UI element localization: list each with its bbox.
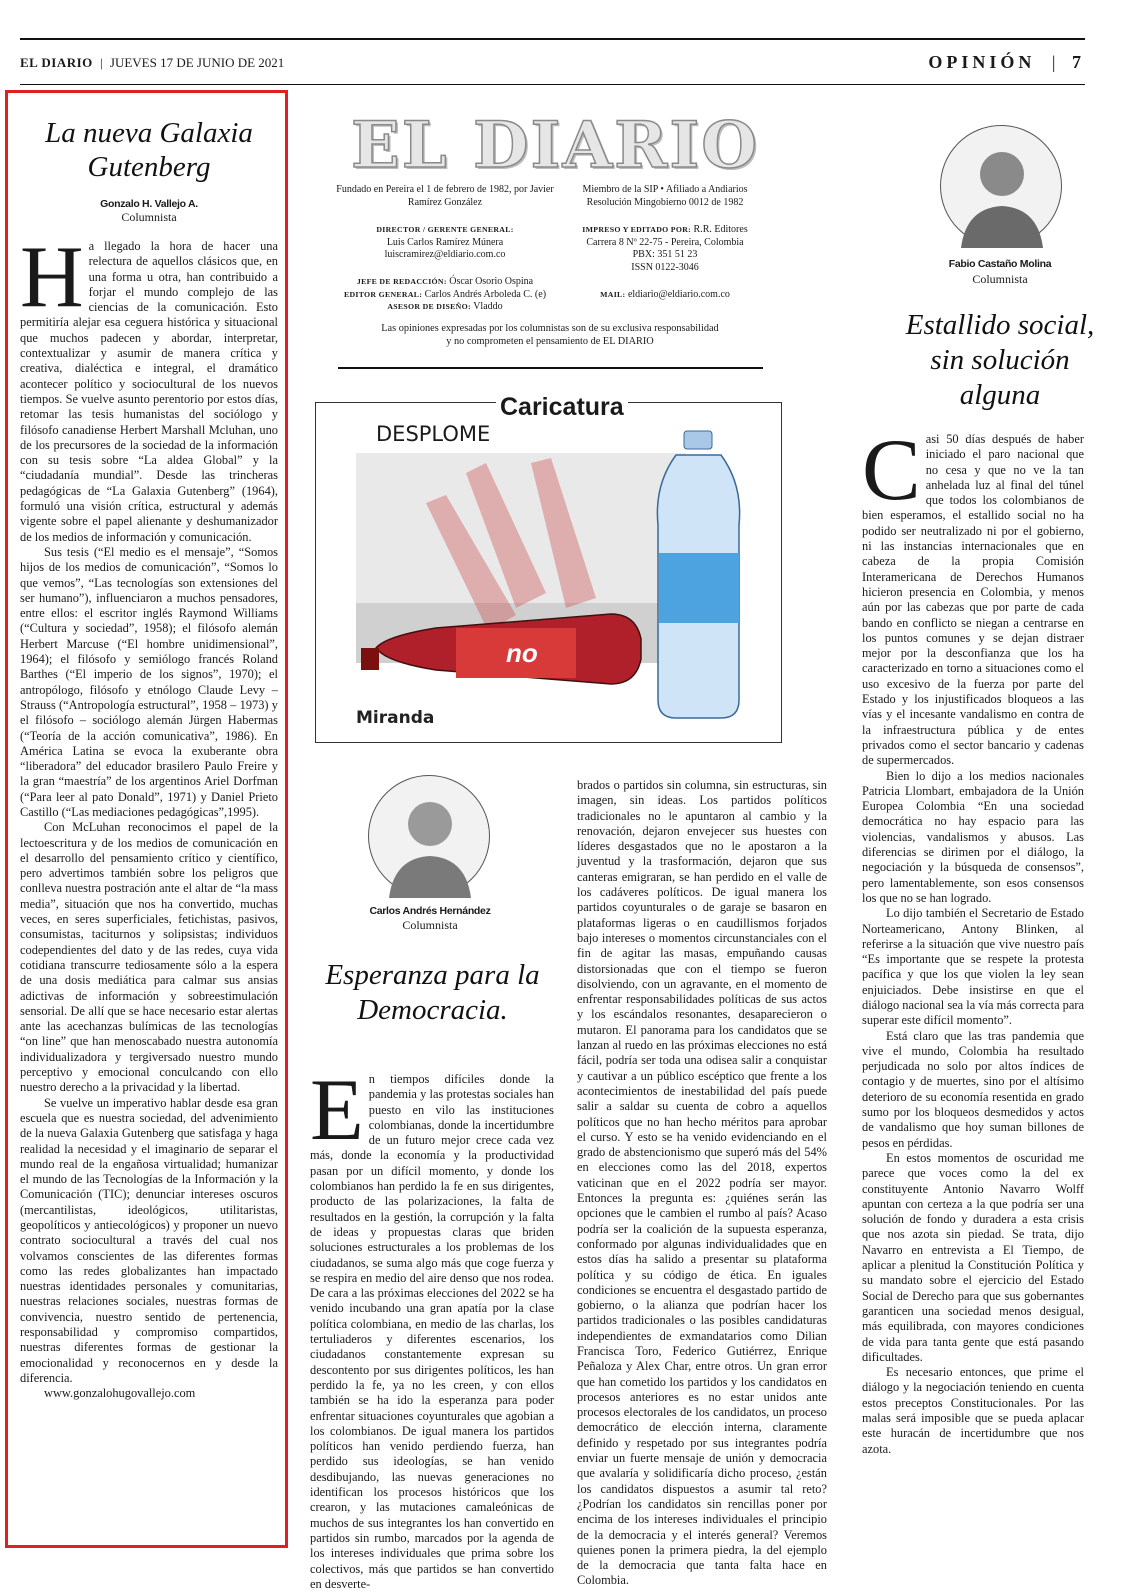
issn: ISSN 0122-3046 — [631, 261, 699, 273]
person-icon — [369, 776, 491, 898]
editor-label: EDITOR GENERAL: — [343, 289, 423, 299]
masthead-printer — [565, 224, 765, 274]
cartoon-section-label: Caricatura — [496, 393, 628, 422]
director-email[interactable]: luiscramirez@eldiario.com.co — [384, 249, 506, 260]
printed-by: R.R. Editores — [693, 224, 748, 235]
paragraph-continued: brados o partidos sin columna, sin estructuras, sin imagen, sin ideas. Los partidos políticos tradicionales no le apuntaron al cambio y la renovación, dejaron envejecer sus huestes con líderes desgastados que no le apostaron a la juventud y la trasformación, dejaron que sus canteras emigraran, se han perdido en el valle de los cadáveres políticos. De igual manera los partidos coyunturales o de garaje se basaron en plataformas ligeras o en caudillismos forjados bajo intereses o momentos circunstanciales con el fin de agitar las masas, empuñando causas distorsionadas que con el tiempo se fueron disolviendo, con un agravante, en el momento de enfrentar responsabilidades políticas de sus actos y los escándalos resonantes, desaparecieron o mutaron. El panorama para los candidatos que se lanzan al ruedo en las próximas elecciones no está fácil, podría ser toda una odisea salir a conquistar y cautivar a un público escéptico que frente a los acontecimientos de inestabilidad del país puede salir a saldar su cuenta de cobro a aquellos políticos que no han hecho méritos para aprobar el curso. Y esto se ha venido evidenciando en el grado de abstencionismo que superó más del 54% en elecciones como las del 2018, expertos vaticinan que en el 2022 podría ser mayor. Entonces la pregunta es: ¿quiénes serán las opciones que le cambien el rumbo al país? Acaso podría ser la coalición de la supuesta esperanza, conformado por algunas individualidades que en estos días ha salido a presentar su plataforma política y su código de ética. En iguales condiciones se encuentra el desgastado partido de gobierno, o la alianza que podrían hacer los partidos tradicionales o las posibles candidaturas independientes de exmandatarios como Dilian Francisca Toro, Federico Gutiérrez, Enrique Peñaloza y Alex Char, entre otros. Un gran error que han cometido los partidos y los candidatos en procesos anteriores es no estar unidos ante procesos electorales de los candidatos, un proceso democrático de elección interna, claramente definido y respetado por sus integrantes podría enviar un fuerte mensaje de unión y democracia que avalaría y solidificaría dicho proceso, ¿están los candidatos dispuestos a asumir tal reto? ¿Podrían los candidatos sin rencillas poner por encima de los intereses individuales el principio de la democracia y el interés general? Veremos quienes ponen la primera piedra, la del ejemplo de la democracia que tanta falta hace en Colombia. — [577, 778, 827, 1588]
masthead-founded: Fundado en Pereira el 1 de febrero de 1982, por Javier Ramírez González — [336, 184, 554, 208]
article-body — [20, 229, 278, 1402]
cartoon-frame — [315, 393, 782, 743]
printer-pbx: PBX: 351 51 23 — [632, 249, 698, 260]
author-name: Gonzalo H. Vallejo A. — [100, 198, 198, 210]
drop-cap: C — [862, 422, 921, 519]
paragraph-3: Con McLuhan reconocimos el papel de la lectoescritura y de los medios de comunicación en el desarrollo del pensamiento crítico y científico, pero advertimos también sobre los peligros que conlleva nuestra postración ante el altar de “la mass media”, situación que nos ha convertido, muchas veces, en seres superficiales, fetichistas, pasivos, consumistas, taciturnos y solipsistas; individuos codependientes del dato y de las redes, cuya vida cotidiana transcurre tediosamente sólo a la espera de una dosis mediática para calmar sus ansias adictivas de información y sobreestimulación sensorial. De allí que se hace necesario estar alertas ante las acechanzas bulímicas de las tecnologías “on line” que han menoscabado nuestra autonomía individualizadora y tergiversado nuestro mundo perceptivo y emocional conculcando con ello nuestro derecho a la privacidad y la libertad. — [20, 820, 278, 1095]
asesor-label: ASESOR DE DISEÑO: — [387, 302, 471, 311]
paragraph-3: Lo dijo también el Secretario de Estado Norteamericano, Antony Blinken, al referirse a la situación que vive nuestro país “Es importante que se respete la protesta pacífica y que los que violen la ley sean enjuiciados. Debe insistirse en que el diálogo nacional sea la vía más correcta para superar este difícil momento”. — [862, 906, 1084, 1028]
paragraph-1: a llegado la hora de hacer una relectura de aquellos clásicos que, en una forma u otra, han contribuido a forjar el mundo complejo de las ciencias de la comunicación. Esto permitiría alejar esa ceguera histórica y situacional que muchos padecen y abordar, interpretar, contextualizar y asumir de manera crítica y creativa, dialéctica e integral, el dramático acontecer político y sociocultural de los nuevos tiempos. Se vuelve asunto perentorio por estos días, retomar las tesis humanistas del sociólogo y filósofo canadiense Herbert Marshall Mcluhan, uno de los precursores de la sociedad de la información con su tesis sobre “La aldea Global” y la “ciudadanía mundial”. Desde las trincheras pedagógicas de “La Galaxia Gutenberg” (1964), formuló una visión crítica, estructural y además vigente sobre el papel alienante y deshumanizador de los medios de información y comunicación. — [20, 239, 278, 544]
column-estallido — [862, 422, 1084, 1532]
title-line-2: sin solución — [930, 344, 1070, 376]
mail-address[interactable]: eldiario@eldiario.com.co — [627, 289, 730, 300]
author-website[interactable]: www.gonzalohugovallejo.com — [44, 1386, 196, 1401]
editor-name: Carlos Andrés Arboleda C. (e) — [424, 288, 547, 300]
disclaimer-line-1: Las opiniones expresadas por los columnistas son de su exclusiva responsabilidad — [381, 323, 719, 334]
director-name: Luis Carlos Ramírez Múnera — [386, 236, 504, 248]
author-role-carlos: Columnista — [402, 918, 458, 932]
title-line-1: Estallido social, — [905, 309, 1095, 341]
masthead-rule — [338, 367, 763, 369]
column-esperanza — [310, 1062, 554, 1591]
masthead-mail — [565, 289, 765, 302]
paragraph-2: Sus tesis (“El medio es el mensaje”, “Somos hijos de los medios de comunicación”, “Somos lo que vemos”, “Las tecnologías son extensiones del ser humano”), influenciaron a muchos pensadores, entre ellos: el escritor inglés Raymond Williams (“Cultura y sociedad”, 1958); el filósofo alemán Herbert Marcuse (“El hombre unidimensional”, 1964); el filósofo y semiólogo francés Roland Barthes (“El imperio de los signos”, 1970); el antropólogo, filósofo y etnólogo Claude Levy – Strauss (“Antropología estructural”, 1958 – 1973) y el filósofo – sociólogo alemán Jürgen Habermas (“Teoría de la acción comunicativa”, 1986). En América Latina se evoca la exuberante obra “liberadora” del educador brasilero Paulo Freire y la gran “maestría” de los argentinos Ariel Dorfman (“Para leer al pato Donald”, 1971) y Daniel Prieto Castillo (“Las mediaciones pedagógicas”,1995). — [20, 544, 278, 819]
article-title — [20, 116, 278, 184]
disclaimer-line-2: y no comprometen el pensamiento de EL DIARIO — [446, 335, 654, 347]
article-title-esperanza — [300, 958, 565, 1028]
printed-label: IMPRESO Y EDITADO POR: — [582, 225, 692, 234]
author-role-fabio: Columnista — [972, 272, 1028, 286]
paragraph-2: Bien lo dijo a los medios nacionales Patricia Llombart, embajadora de la Unión Europea Colombia “En una sociedad democrática no hay espacio para las violencias, vandalismos y abusos. Las diferencias se dirimen por el diálogo, la negociación y la búsqueda de consensos”, pero lamentablemente, son esos consensos los que no se han logrado. — [862, 768, 1084, 905]
author-name-fabio: Fabio Castaño Molina — [948, 258, 1052, 270]
printer-address: Carrera 8 Nº 22-75 - Pereira, Colombia — [586, 236, 744, 248]
person-icon — [941, 126, 1063, 248]
jefe-name: Óscar Osorio Ospina — [449, 276, 534, 287]
mail-label: MAIL: — [600, 290, 626, 299]
section-name: OPINIÓN — [928, 52, 1036, 72]
masthead-logo: EL DIARIO — [350, 108, 760, 183]
author-role: Columnista — [121, 210, 177, 224]
paragraph-1: asi 50 días después de haber iniciado el paro nacional que no cesa y que no ve la tan anhelada luz al final del túnel que todos los colombianos de bien esperamos, el estallido social no ha podido ser neutralizado ni por el gobierno, ni las instancias internacionales que en cabeza de la propia Comisión Interamericana de Derechos Humanos hicieron presencia en Colombia, y menos aún por las cabezas que por parte de cada bando en conflicto se niegan a centrarse en los puntos comunes y se dejan distraer mejor por la desconfianza que los ha caracterizado en torno a situaciones como el uso excesivo de la fuerza por parte del Estado y los injustificados bloqueos a las vías y el incesante vandalismo en contra de la infraestructura pública y de entes privados como el sector bancario y cadenas de supermercados. — [862, 432, 1084, 768]
paper-name: EL DIARIO — [20, 55, 93, 70]
cartoon-signature: Miranda — [356, 708, 435, 728]
title-line-1: La nueva Galaxia — [45, 117, 253, 149]
paragraph-4: Se vuelve un imperativo hablar desde esa gran escuela que es nuestra sociedad, del advenimiento de la nueva Galaxia Gutenberg que satisfaga y haga realidad la necesidad y el imaginario de separar el mundo real de la engañosa virtualidad; humanizar el mundo de las Tecnologías de la Información y la Comunicación (TIC); denunciar intereses oscuros (mercantilistas, ideológicos, utilitaristas, geopolíticos y antiecológicos) y proponer un nuevo contrato sociocultural a través del cual nos volvamos conscientes de las diferentes formas como las redes globalizantes han impactado nuestras identidades personales y comunitarias, nuestras relaciones sociales, nuestras formas de convivencia, nuestro sentido de pertenencia, responsabilidad y compromiso compartidos, nuestras diferentes formas de gestionar la emocionalidad y reconocernos en y desde la diferencia. — [20, 1095, 278, 1385]
masthead-director — [340, 224, 550, 262]
page-number: 7 — [1072, 52, 1085, 72]
author-name-carlos: Carlos Andrés Hernández — [369, 905, 491, 917]
paragraph-4: Está claro que las tras pandemia que vive el mundo, Colombia ha resultado perjudicada no solo por altos índices de contagio y de muertes, sino por el altísimo deterioro de su economía resentida en grado sumo por los bloqueos desmedidos y actos de vandalismo que hoy suman billones de pesos en pérdidas. — [862, 1028, 1084, 1150]
water-bottle-icon — [657, 431, 739, 718]
title-line-2: Gutenberg — [87, 151, 211, 183]
avatar-carlos — [368, 775, 490, 897]
header-separator: | — [100, 55, 103, 70]
asesor-name: Vladdo — [473, 301, 503, 312]
article-title-estallido — [860, 308, 1140, 413]
page-date: JUEVES 17 DE JUNIO DE 2021 — [109, 55, 285, 70]
paragraph-6: Es necesario entonces, que prime el diálogo y la negociación teniendo en cuenta estos preceptos Constitucionales. Por las malas será imposible que se pueda aplacar este huracán de incertidumbre que nos azota. — [862, 1365, 1084, 1456]
jefe-label: JEFE DE REDACCIÓN: — [356, 277, 447, 286]
page-header-left — [20, 55, 284, 71]
masthead-disclaimer — [320, 323, 780, 348]
drop-cap: E — [310, 1062, 364, 1159]
title-line-2: Democracia. — [357, 994, 508, 1026]
header-bottom-rule — [20, 84, 1085, 85]
title-line-1: Esperanza para la — [325, 959, 540, 991]
page-header-right: OPINIÓN | 7 — [928, 52, 1085, 72]
cartoon-illustration — [316, 403, 783, 744]
cartoon-title: DESPLOME — [376, 422, 491, 446]
masthead-staff — [320, 276, 570, 314]
title-line-3: alguna — [959, 379, 1041, 411]
bottle-label: no — [506, 638, 538, 668]
avatar-fabio — [940, 125, 1062, 247]
column-esperanza-cont — [577, 778, 827, 1588]
top-rule — [20, 38, 1085, 40]
paragraph-1: n tiempos difíciles donde la pandemia y las protestas sociales han puesto en vilo las instituciones colombianas, donde la incertidumbre de un futuro mejor crece cada vez más, donde la economía y la productividad pasan por un difícil momento, y donde los colombianos han perdido la fe en sus dirigentes, producto de las polarizaciones, la falta de resultados en la gestión, la corrupción y la falta de ideas y propuestas claras que briden soluciones estructurales a los problemas de los ciudadanos, se suma algo más que coge fuerza y se respira en medio del aire denso que nos rodea. De cara a las próximas elecciones del 2022 se ha venido incubando una gran apatía por la clase política colombiana, en medio de las charlas, los tertuliaderos y diferentes escenarios, los ciudadanos constantemente expresan su descontento por sus dirigentes políticos, les han perdido la fe, ya no les creen, y con ellos también se ha ido la esperanza para poder enfrentar situaciones coyunturales que agobian a los colombianos. De igual manera los partidos políticos han venido perdiendo fuerza, han perdido sus ideologías, se han venido desdibujando, las nuevas generaciones no identifican los procesos históricos que los crearon, y las mutaciones camaleónicas de muchos de sus integrantes los han convertido en partidos sin rumbo, marcados por la agenda de los intereses individuales que prima sobre los colectivos, más que partidos se han convertido en desverte- — [310, 1072, 554, 1591]
paragraph-5: En estos momentos de oscuridad me parece que voces como la del ex constituyente Antonio Navarro Wolff apuntan con certeza a la que podría ser una solución de fondo y duradera a esta crisis que nos azota sin piedad. Se trata, dijo Navarro en entrevista a El Tiempo, de aplicar a plenitud la Constitución Política y su mandato sobre el ejercicio del Estado Social de Derecho para que sus gobernantes garanticen una sociedad menos desigual, más equilibrada, con mayores condiciones de vida para tanta gente que está pasando dificultades. — [862, 1150, 1084, 1364]
masthead — [300, 108, 810, 183]
director-label: DIRECTOR / GERENTE GENERAL: — [376, 225, 514, 234]
masthead-member: Miembro de la SIP • Afiliado a Andiarios Resolución Mingobierno 0012 de 1982 — [582, 184, 748, 208]
column-gutenberg — [20, 116, 278, 1402]
drop-cap: H — [20, 229, 84, 326]
